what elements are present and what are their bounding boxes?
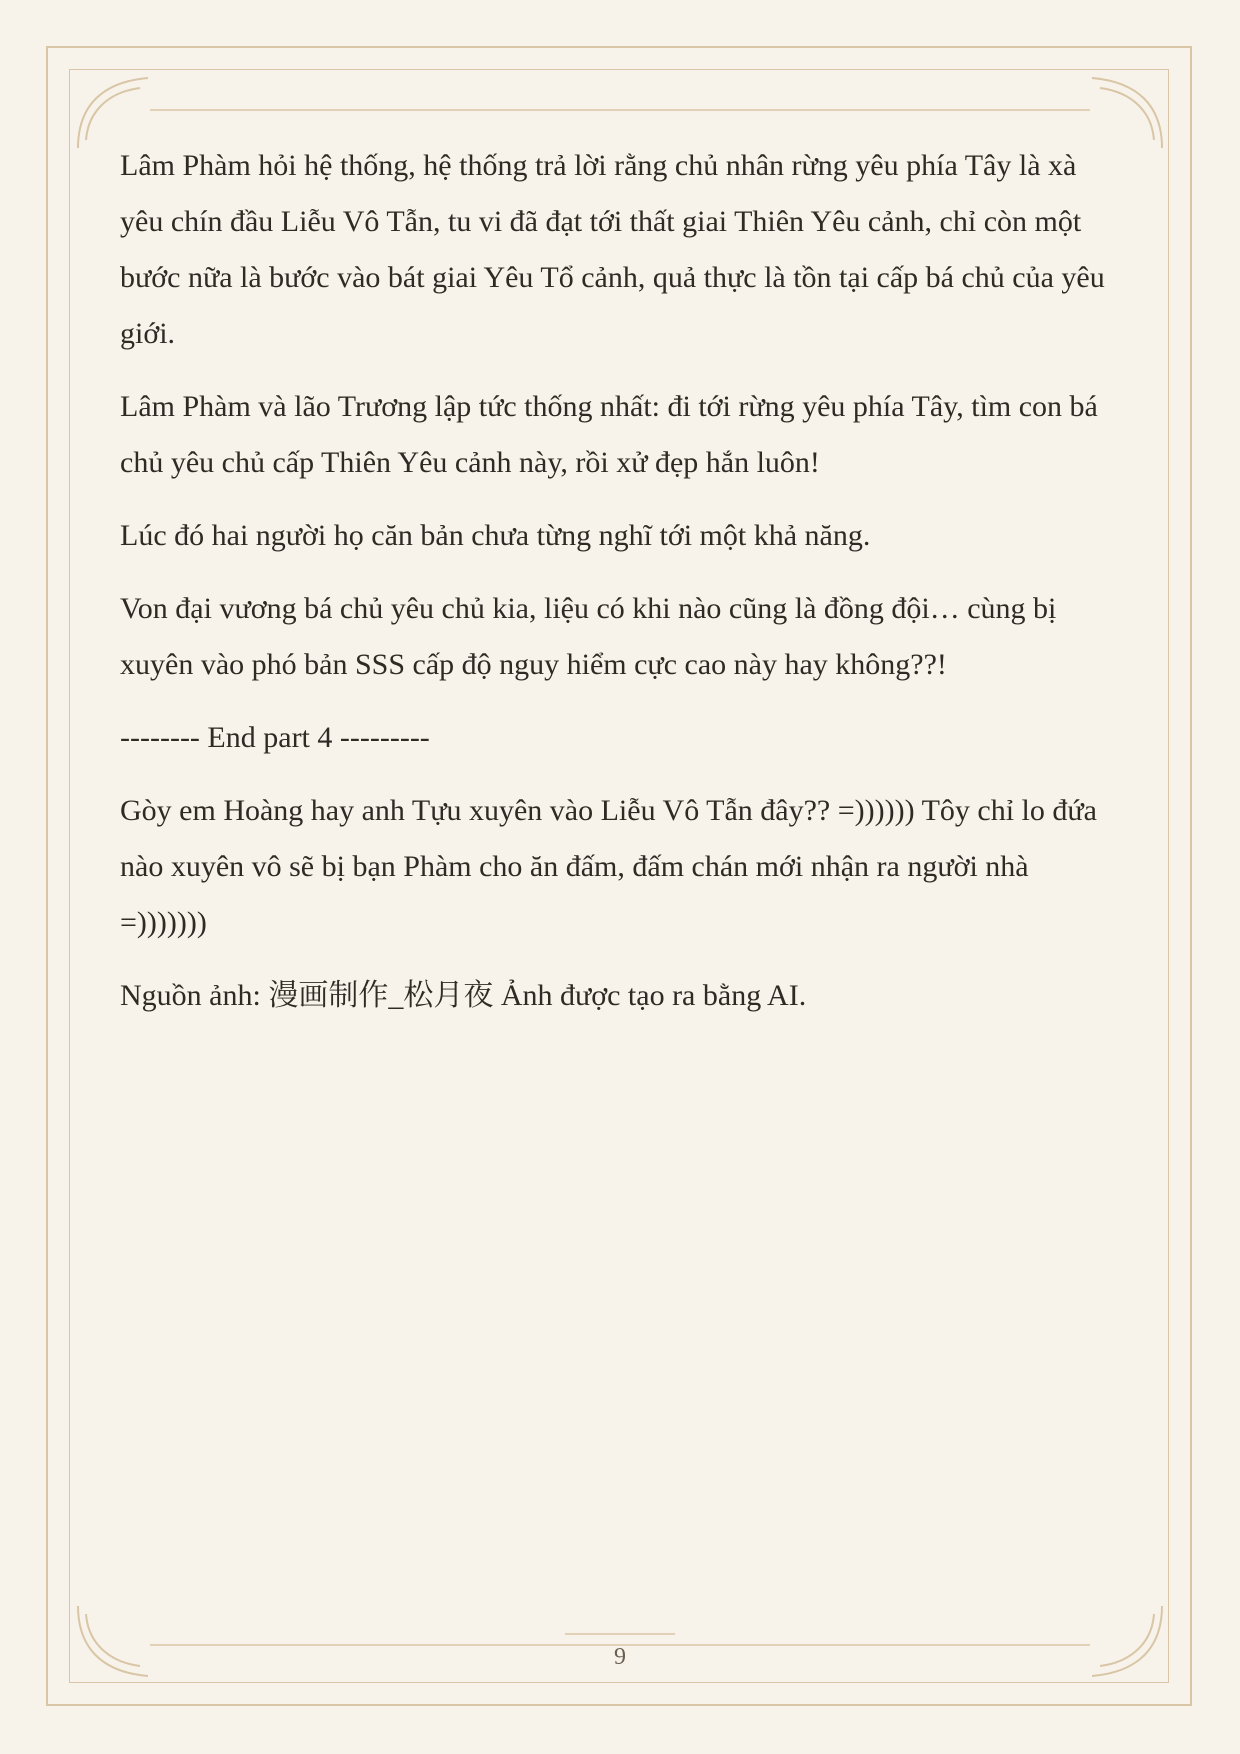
body-text (120, 138, 1120, 1041)
paragraph: Lâm Phàm hỏi hệ thống, hệ thống trả lời rằng chủ nhân rừng yêu phía Tây là xà yêu chín đầu Liễu Vô Tẫn, tu vi đã đạt tới thất giai Thiên Yêu cảnh, chỉ còn một bước nữa là bước vào bát giai Yêu Tổ cảnh, quả thực là tồn tại cấp bá chủ của yêu giới. (120, 149, 1105, 350)
image-source-credit: Nguồn ảnh: 漫画制作_松月夜 Ảnh được tạo ra bằng AI. (120, 979, 807, 1012)
paragraph: Lúc đó hai người họ căn bản chưa từng nghĩ tới một khả năng. (120, 519, 871, 552)
corner-flourish-top-right-inner (1100, 88, 1154, 140)
paragraph: Lâm Phàm và lão Trương lập tức thống nhất: đi tới rừng yêu phía Tây, tìm con bá chủ yêu chủ cấp Thiên Yêu cảnh này, rồi xử đẹp hắn luôn! (120, 390, 1098, 479)
section-end-marker: -------- End part 4 --------- (120, 721, 430, 754)
paragraph: Gòy em Hoàng hay anh Tựu xuyên vào Liễu Vô Tẫn đây?? =)))))) Tôy chỉ lo đứa nào xuyên vô sẽ bị bạn Phàm cho ăn đấm, đấm chán mới nhận ra người nhà =))))))) (120, 794, 1097, 939)
corner-flourish-top-left-inner (86, 88, 140, 140)
paragraph: Von đại vương bá chủ yêu chủ kia, liệu có khi nào cũng là đồng đội… cùng bị xuyên vào phó bản SSS cấp độ nguy hiểm cực cao này hay không??! (120, 592, 1057, 681)
page-number: 9 (614, 1644, 626, 1670)
